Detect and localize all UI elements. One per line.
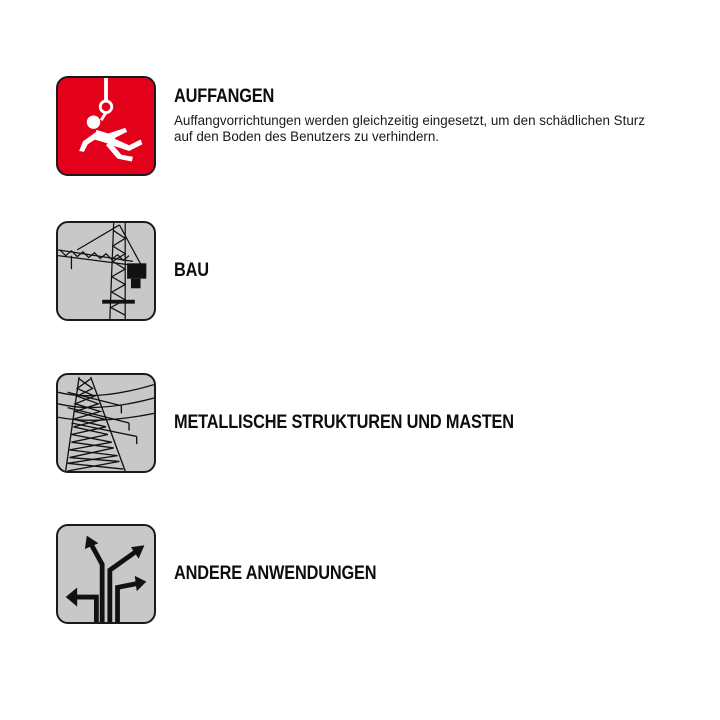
item-title: AUFFANGEN: [174, 86, 275, 107]
application-item-other: [56, 524, 676, 626]
item-title: BAU: [174, 260, 209, 281]
fall-arrest-icon: [56, 76, 156, 176]
item-description: Auffangvorrichtungen werden gleichzeitig eingesetzt, um den schädlichen Sturz auf den Boden des Benutzers zu verhindern.: [174, 113, 645, 144]
application-item-fall-arrest: [56, 76, 676, 178]
construction-crane-icon: [56, 221, 156, 321]
transmission-tower-icon: [56, 373, 156, 473]
direction-arrows-icon: [56, 524, 156, 624]
item-title: ANDERE ANWENDUNGEN: [174, 563, 377, 584]
application-item-construction: [56, 221, 676, 323]
application-item-metal-structures: [56, 373, 676, 475]
item-title: METALLISCHE STRUKTUREN UND MASTEN: [174, 412, 514, 433]
